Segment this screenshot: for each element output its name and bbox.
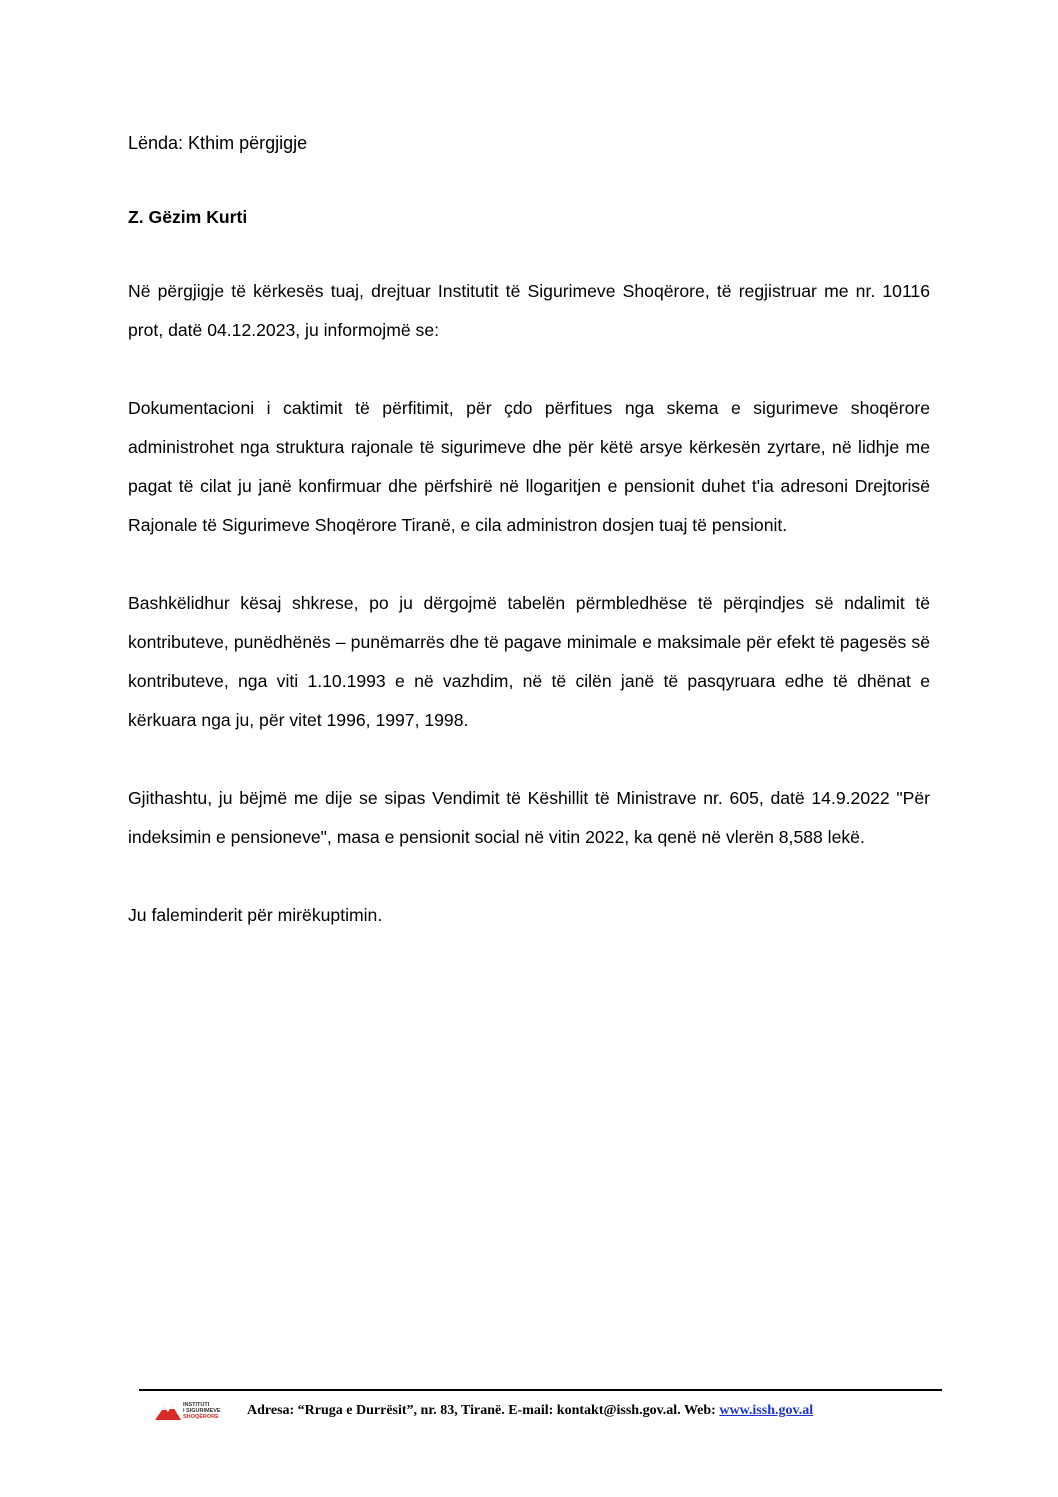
letter-recipient: Z. Gëzim Kurti xyxy=(128,207,248,227)
paragraph-social-pension: Gjithashtu, ju bëjmë me dije se sipas Vendimit të Këshillit të Ministrave nr. 605, datë 14.9.2022 "Për indeksimin e pensioneve", masa e pensionit social në vitin 2022, ka qenë në vlerën 8,588 lekë. xyxy=(128,788,930,847)
logo-line-1: INSTITUTI xyxy=(183,1402,210,1408)
logo-text xyxy=(183,1402,221,1420)
paragraph-documentation: Dokumentacioni i caktimit të përfitimit, për çdo përfitues nga skema e sigurimeve shoqërore administrohet nga struktura rajonale të sigurimeve dhe për këtë arsye kërkesën zyrtare, në lidhje me pagat të cilat ju janë konfirmuar dhe përfshirë në llogaritjen e pensionit duhet t'ia adresoni Drejtorisë Rajonale të Sigurimeve Shoqërore Tiranë, e cila administron dosjen tuaj të pensionit. xyxy=(128,398,930,535)
paragraph-closing: Ju faleminderit për mirëkuptimin. xyxy=(128,905,383,925)
footer xyxy=(155,1394,945,1428)
paragraph-request-reference: Në përgjigje të kërkesës tuaj, drejtuar Institutit të Sigurimeve Shoqërore, të regjistruar me nr. 10116 prot, datë 04.12.2023, ju informojmë se: xyxy=(128,281,930,340)
issh-logo xyxy=(155,1396,233,1426)
footer-divider xyxy=(139,1389,942,1391)
paragraph-attachment: Bashkëlidhur kësaj shkrese, po ju dërgojmë tabelën përmbledhëse të përqindjes së ndalimit të kontributeve, punëdhënës – punëmarrës dhe të pagave minimale e maksimale për efekt të pagesës së kontributeve, nga viti 1.10.1993 e në vazhdim, në të cilën janë të pasqyruara edhe të dhënat e kërkuara nga ju, për vitet 1996, 1997, 1998. xyxy=(128,593,930,730)
logo-line-3: SHOQËRORE xyxy=(183,1414,219,1420)
mountain-logo-icon xyxy=(155,1401,181,1421)
letter-body xyxy=(128,128,930,935)
website-link[interactable]: www.issh.gov.al xyxy=(719,1403,814,1418)
logo-line-2: I SIGURIMEVE xyxy=(183,1408,221,1414)
letter-subject: Lënda: Kthim përgjigje xyxy=(128,133,308,153)
footer-address-text: Adresa: “Rruga e Durrësit”, nr. 83, Tiranë. E-mail: kontakt@issh.gov.al. Web: xyxy=(247,1403,720,1418)
footer-address xyxy=(247,1403,813,1419)
